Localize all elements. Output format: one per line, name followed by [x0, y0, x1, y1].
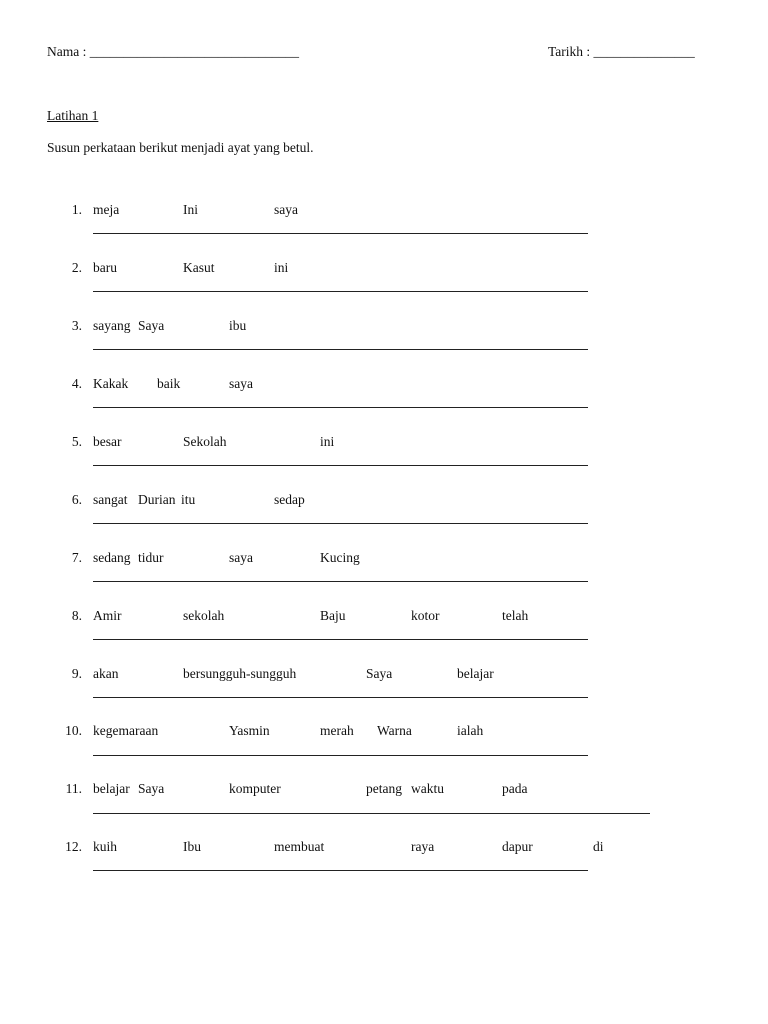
question-number: 3.	[71, 318, 82, 333]
answer-line[interactable]	[93, 697, 588, 698]
question-number: 4.	[71, 376, 82, 391]
word: bersungguh-sungguh	[183, 666, 297, 681]
answer-line[interactable]	[93, 581, 588, 582]
question-number: 12.	[65, 839, 82, 854]
word: dapur	[502, 839, 533, 854]
word: akan	[93, 666, 119, 681]
word: raya	[411, 839, 435, 854]
word: sayang	[93, 318, 131, 333]
word: itu	[181, 492, 196, 507]
word: sekolah	[183, 608, 225, 623]
word: Baju	[320, 608, 346, 623]
word: saya	[229, 550, 253, 565]
answer-line[interactable]	[93, 639, 588, 640]
word: kotor	[411, 608, 440, 623]
answer-line[interactable]	[93, 291, 588, 292]
answer-line[interactable]	[93, 755, 588, 756]
word: Kasut	[183, 260, 215, 275]
question-number: 11.	[65, 781, 82, 796]
word: Saya	[138, 781, 165, 796]
word: petang	[366, 781, 402, 796]
word: komputer	[229, 781, 281, 796]
word: saya	[274, 202, 298, 217]
word: Ini	[183, 202, 198, 217]
word: merah	[320, 723, 354, 738]
word: tidur	[138, 550, 164, 565]
word: belajar	[93, 781, 130, 796]
date-field-label: Tarikh : _______________	[548, 44, 695, 59]
word: Warna	[377, 723, 412, 738]
answer-line[interactable]	[93, 870, 588, 871]
word: belajar	[457, 666, 494, 681]
answer-line[interactable]	[93, 407, 588, 408]
word: ini	[274, 260, 289, 275]
word: meja	[93, 202, 120, 217]
word: pada	[502, 781, 528, 796]
word: kuih	[93, 839, 118, 854]
word: di	[593, 839, 604, 854]
question-number: 2.	[71, 260, 82, 275]
question-number: 9.	[71, 666, 82, 681]
word: saya	[229, 376, 253, 391]
question-number: 1.	[71, 202, 82, 217]
word: ialah	[457, 723, 484, 738]
word: membuat	[274, 839, 325, 854]
answer-line[interactable]	[93, 523, 588, 524]
word: baru	[93, 260, 117, 275]
word: kegemaraan	[93, 723, 159, 738]
question-number: 10.	[65, 723, 82, 738]
word: Sekolah	[183, 434, 227, 449]
word: baik	[157, 376, 181, 391]
word: Saya	[138, 318, 165, 333]
word: Ibu	[183, 839, 201, 854]
word: ini	[320, 434, 335, 449]
question-number: 6.	[71, 492, 82, 507]
word: telah	[502, 608, 529, 623]
answer-line[interactable]	[93, 233, 588, 234]
word: Amir	[93, 608, 122, 623]
word: waktu	[411, 781, 444, 796]
word: besar	[93, 434, 122, 449]
question-number: 5.	[71, 434, 82, 449]
question-number: 7.	[71, 550, 82, 565]
word: sedap	[274, 492, 305, 507]
word: Kakak	[93, 376, 129, 391]
word: Yasmin	[229, 723, 270, 738]
word: Durian	[138, 492, 176, 507]
answer-line[interactable]	[93, 465, 588, 466]
word: Kucing	[320, 550, 360, 565]
word: sangat	[93, 492, 128, 507]
exercise-title: Latihan 1	[47, 108, 99, 123]
question-number: 8.	[71, 608, 82, 623]
answer-line[interactable]	[93, 349, 588, 350]
word: ibu	[229, 318, 247, 333]
name-field-label: Nama : _______________________________	[47, 44, 299, 59]
answer-line[interactable]	[93, 813, 650, 814]
word: Saya	[366, 666, 393, 681]
instruction-text: Susun perkataan berikut menjadi ayat yang betul.	[47, 140, 314, 155]
word: sedang	[93, 550, 131, 565]
